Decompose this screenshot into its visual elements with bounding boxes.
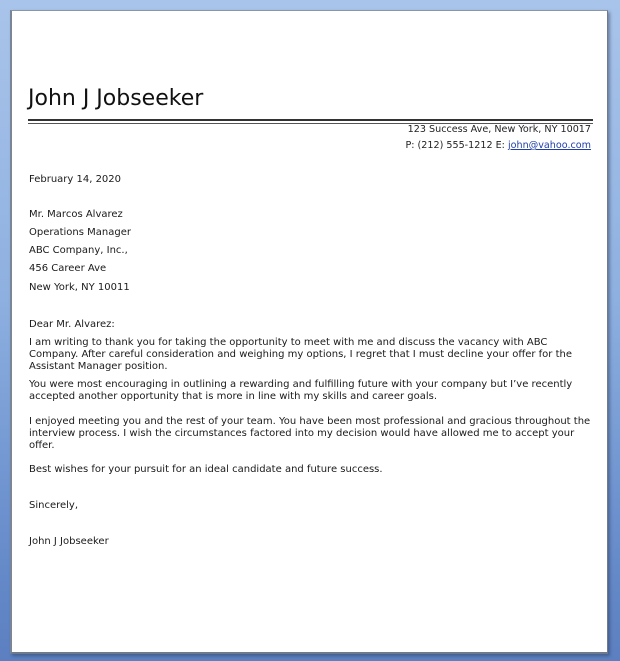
recipient-title: Operations Manager [29, 227, 131, 238]
paragraph-appreciation: I enjoyed meeting you and the rest of your team. You have been most professional and gracious throughout the interview process. I wish the circumstances factored into my decision would have allowed me to accept your offer. [29, 416, 591, 451]
sender-phone: P: (212) 555-1212 E: [405, 140, 508, 151]
closing: Sincerely, [29, 500, 79, 511]
paragraph-best-wishes: Best wishes for your pursuit for an ideal candidate and future success. [29, 464, 383, 475]
letter-date: February 14, 2020 [29, 174, 122, 185]
recipient-street: 456 Career Ave [29, 263, 107, 274]
paragraph-decline: I am writing to thank you for taking the opportunity to meet with me and discuss the vacancy with ABC Company. After careful consideration and weighing my options, I regret that I must decline your offer for the Assistant Manager position. [29, 337, 572, 372]
sender-email-link[interactable]: john@vahoo.com [507, 140, 591, 151]
signature-name: John J Jobseeker [29, 536, 109, 547]
letter-page [10, 10, 608, 654]
header-rule-top [28, 119, 593, 121]
salutation: Dear Mr. Alvarez: [29, 319, 115, 330]
recipient-company: ABC Company, Inc., [29, 245, 128, 256]
sender-address: 123 Success Ave, New York, NY 10017 [407, 124, 591, 135]
sender-contact-line [405, 140, 591, 151]
recipient-name: Mr. Marcos Alvarez [29, 209, 123, 220]
recipient-city: New York, NY 10011 [29, 282, 130, 293]
sender-name-heading: John J Jobseeker [28, 86, 204, 111]
paragraph-reason: You were most encouraging in outlining a rewarding and fulfilling future with your company but I’ve recently accepted another opportunity that is more in line with my skills and career goals. [29, 379, 573, 402]
